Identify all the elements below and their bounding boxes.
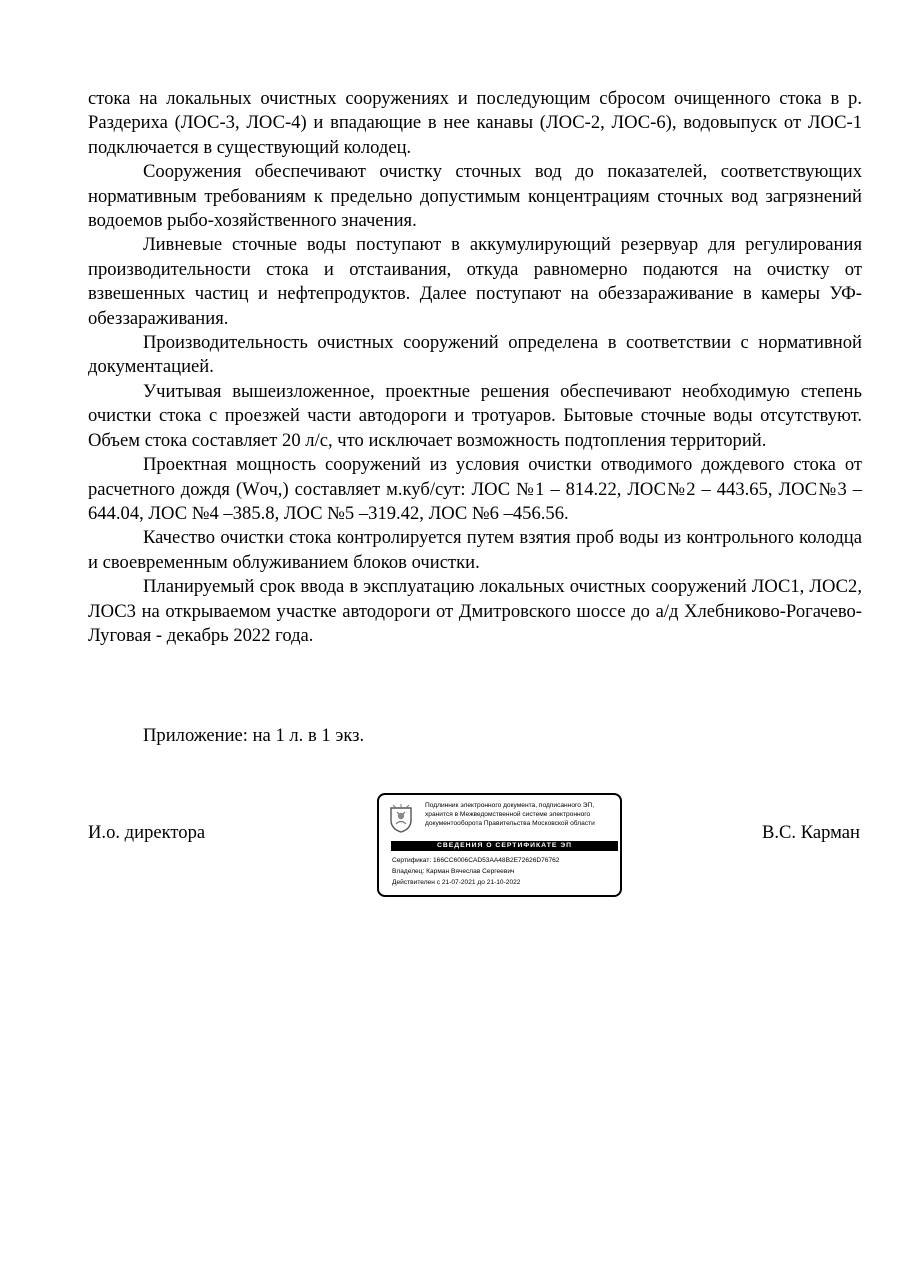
paragraph: Ливневые сточные воды поступают в аккумулирующий резервуар для регулирования производительности стока и отстаивания, откуда равномерно подаются на очистку от взвешенных частиц и нефтепродуктов. Далее поступают на обеззараживание в камеры УФ-обеззараживания. [88,234,862,329]
stamp-header-line: Подлинник электронного документа, подписанного ЭП, [425,802,595,809]
electronic-signature-stamp [377,793,622,897]
stamp-header-line: хранится в Межведомственной системе электронного [425,811,591,819]
signatory-name: В.С. Карман [761,822,860,843]
paragraph: Сооружения обеспечивают очистку сточных вод до показателей, соответствующих нормативным требованиям к предельно допустимым концентрациям сточных вод загрязнений водоемов рыбо-хозяйственного значения. [88,161,862,232]
signatory-position: И.о. директора [88,822,206,843]
paragraph: Качество очистки стока контролируется путем взятия проб воды из контрольного колодца и своевременным облуживанием блоков очистки. [88,527,862,573]
paragraph: Производительность очистных сооружений определена в соответствии с нормативной документацией. [88,332,862,378]
paragraph: стока на локальных очистных сооружениях и последующим сбросом очищенного стока в р. Раздериха (ЛОС-3, ЛОС-4) и впадающие в нее канавы (ЛОС-2, ЛОС-6), водовыпуск от ЛОС-1 подключается в существующий колодец. [88,88,862,158]
paragraph: Планируемый срок ввода в эксплуатацию локальных очистных сооружений ЛОС1, ЛОС2, ЛОС3 на открываемом участке автодороги от Дмитровского шоссе до а/д Хлебниково-Рогачево-Луговая - декабрь 2022 года. [88,576,862,646]
certificate-number: Сертификат: 166CC6006CAD53AA48B2E72626D76762 [392,857,560,864]
certificate-owner: Владелец: Карман Вячеслав Сергеевич [392,868,515,875]
body-text [88,87,862,648]
stamp-header-line: документооборота Правительства Московской области [425,820,595,828]
stamp-header [425,801,619,829]
moscow-region-coat-of-arms-icon [387,802,415,834]
certificate-validity: Действителен с 21-07-2021 до 21-10-2022 [392,879,521,886]
paragraph: Проектная мощность сооружений из условия очистки отводимого дождевого стока от расчетного дождя (Wоч,) составляет м.куб/сут: ЛОС №1 – 814.22, ЛОС№2 – 443.65, ЛОС№3 – 644.04, ЛОС №4 –385.8, ЛОС №5 –319.42, ЛОС №6 –456.56. [88,454,862,524]
stamp-title-bar: СВЕДЕНИЯ О СЕРТИФИКАТЕ ЭП [391,841,618,851]
attachment-note: Приложение: на 1 л. в 1 экз. [143,725,365,746]
stamp-details [392,855,559,888]
paragraph: Учитывая вышеизложенное, проектные решения обеспечивают необходимую степень очистки стока с проезжей части автодороги и тротуаров. Бытовые сточные воды отсутствуют. Объем стока составляет 20 л/с, что исключает возможность подтопления территорий. [88,380,862,451]
